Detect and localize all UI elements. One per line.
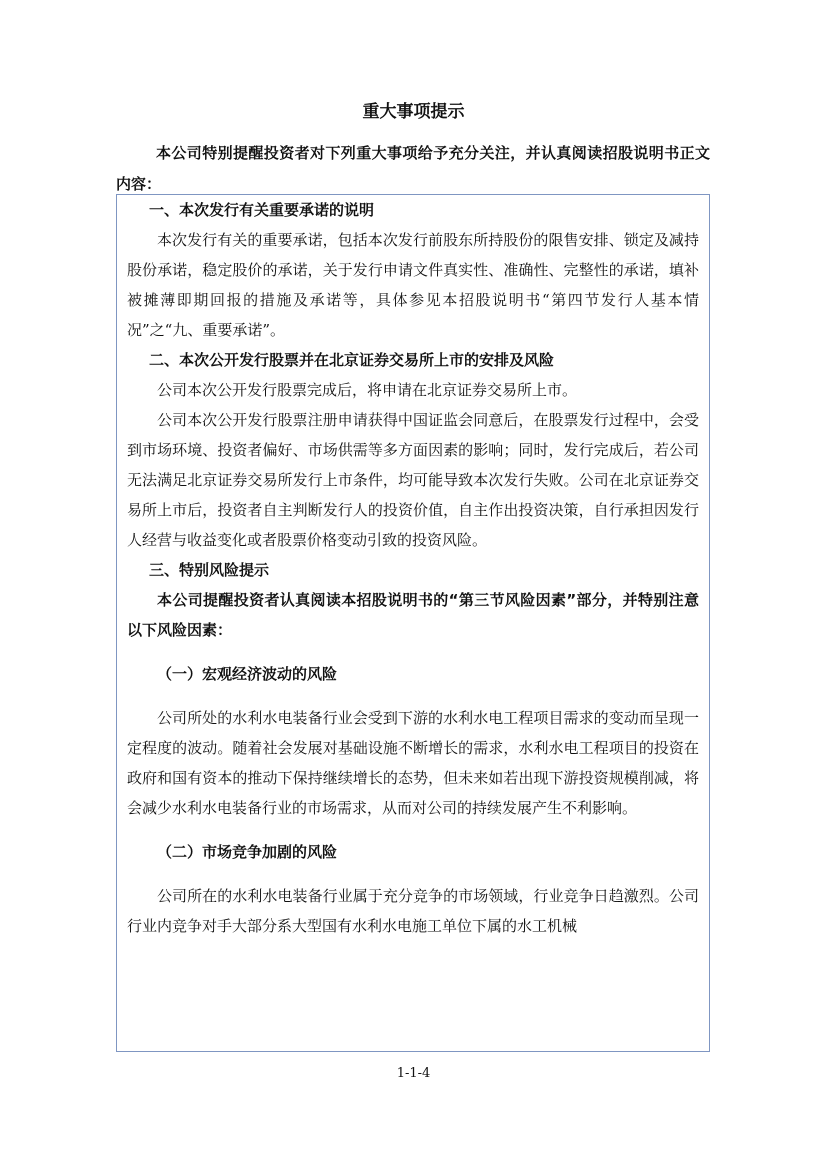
page-number: 1-1-4	[396, 1066, 431, 1081]
section-2-paragraph-1: 公司本次公开发行股票完成后，将申请在北京证券交易所上市。	[157, 381, 578, 399]
page-title: 重大事项提示	[362, 102, 465, 122]
intro-paragraph: 本公司特别提醒投资者对下列重大事项给予充分关注，并认真阅读招股说明书正文内容：	[116, 144, 710, 193]
subsection-1-heading: （一）宏观经济波动的风险	[157, 665, 338, 683]
subsection-1-paragraph: 公司所处的水利水电装备行业会受到下游的水利水电工程项目需求的变动而呈现一定程度的波动。随着社会发展对基础设施不断增长的需求，水利水电工程项目的投资在政府和国有资本的推动下保持继续增长的态势，但未来如若出现下游投资规模削减，将会减少水利水电装备行业的市场需求，从而对公司的持续发展产生不利影响。	[127, 709, 699, 817]
subsection-2-paragraph: 公司所在的水利水电装备行业属于充分竞争的市场领域，行业竞争日趋激烈。公司行业内竞争对手大部分系大型国有水利水电施工单位下属的水工机械	[127, 887, 699, 935]
section-3-heading: 三、特别风险提示	[149, 561, 270, 579]
section-3-bold-paragraph: 本公司提醒投资者认真阅读本招股说明书的“第三节风险因素”部分，并特别注意以下风险因素：	[127, 591, 699, 639]
section-1-heading: 一、本次发行有关重要承诺的说明	[149, 201, 375, 219]
subsection-2-heading: （二）市场竞争加剧的风险	[157, 843, 338, 861]
section-2-heading: 二、本次公开发行股票并在北京证券交易所上市的安排及风险	[149, 351, 555, 369]
section-2-paragraph-2: 公司本次公开发行股票注册申请获得中国证监会同意后，在股票发行过程中，会受到市场环境、投资者偏好、市场供需等多方面因素的影响；同时，发行完成后，若公司无法满足北京证券交易所发行上市条件，均可能导致本次发行失败。公司在北京证券交易所上市后，投资者自主判断发行人的投资价值，自主作出投资决策，自行承担因发行人经营与收益变化或者股票价格变动引致的投资风险。	[127, 411, 699, 549]
content-box	[116, 194, 710, 1052]
section-1-paragraph: 本次发行有关的重要承诺，包括本次发行前股东所持股份的限售安排、锁定及减持股份承诺，稳定股价的承诺，关于发行申请文件真实性、准确性、完整性的承诺，填补被摊薄即期回报的措施及承诺等，具体参见本招股说明书“第四节发行人基本情况”之“九、重要承诺”。	[127, 231, 699, 339]
